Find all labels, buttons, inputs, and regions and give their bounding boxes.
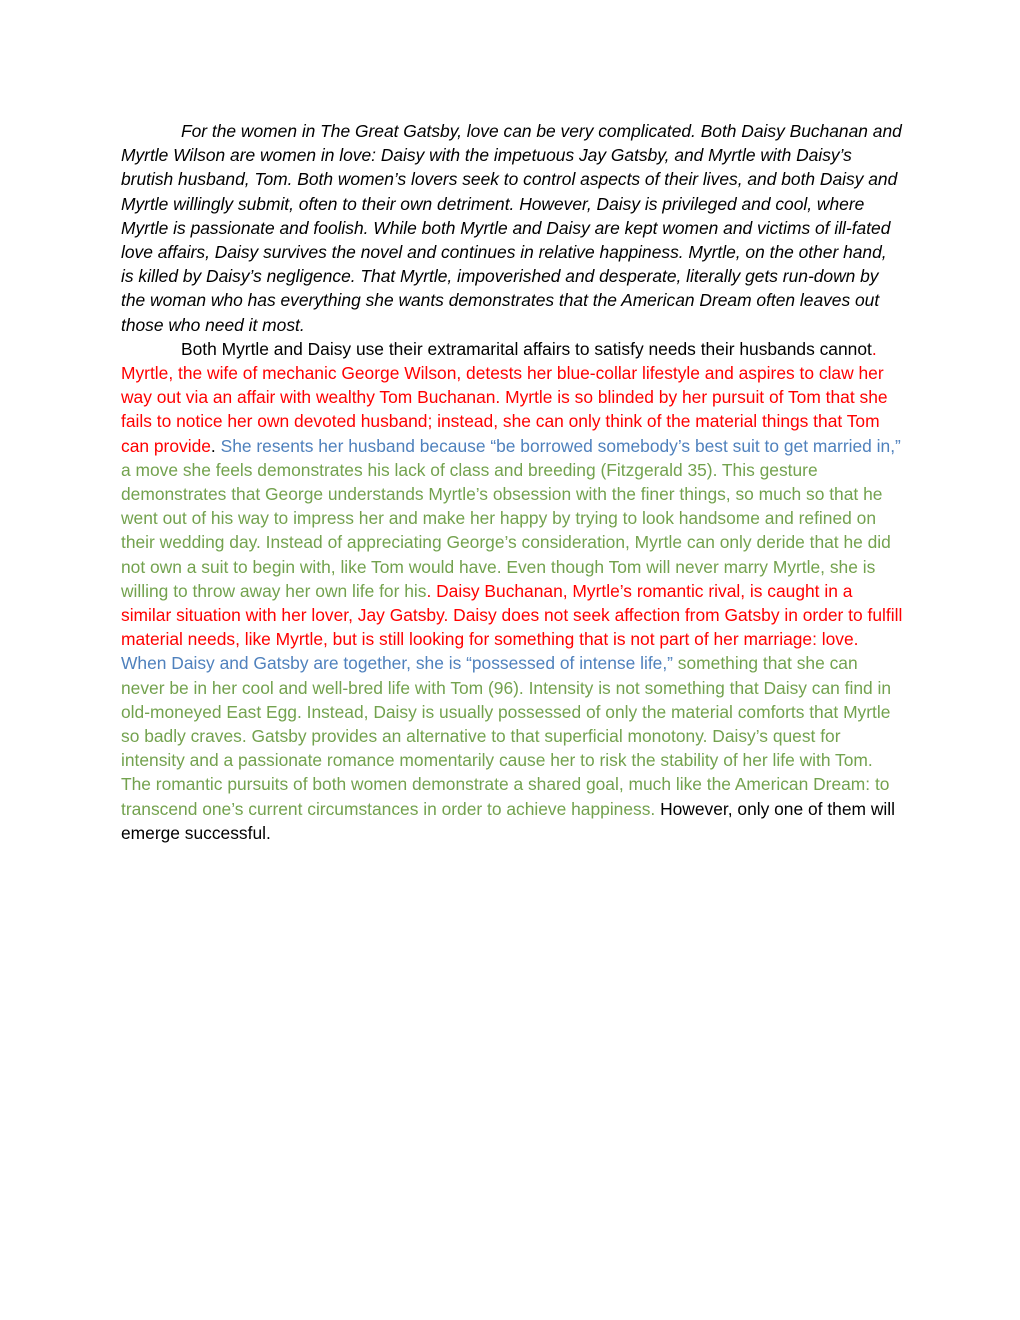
text-segment-green: something that she can never be in her cool and well-bred life with Tom (96). Intensity is not something that Daisy can find in old-moneyed East Egg. Instead, Daisy is usually possessed of only the material comforts that Myrtle so badly craves. Gatsby provides an alternative to that superficial monotony. Daisy’s quest for intensity and a passionate romance momentarily cause her to risk the stability of her life with Tom. The romantic pursuits of both women demonstrate a shared goal, much like the American Dream: to transcend one’s current circumstances in order to achieve happiness. [121, 653, 892, 819]
text-segment-black: . [210, 435, 221, 456]
text-segment-black: However, only one of them will emerge successful. [121, 798, 895, 843]
text-segment-blue: She resents her husband because “be borrowed somebody’s best suit to get married in,” [220, 435, 901, 456]
text-segment-blue: When Daisy and Gatsby are together, she is “possessed of intense life,” [121, 653, 673, 674]
paragraph-body [121, 337, 903, 845]
paragraph-intro: For the women in The Great Gatsby, love can be very complicated. Both Daisy Buchanan and Myrtle Wilson are women in love: Daisy with the impetuous Jay Gatsby, and Myrtle with Daisy’s brutish husband, Tom. Both women’s lovers seek to control aspects of their lives, and both Daisy and Myrtle willingly submit, often to their own detriment. However, Daisy is privileged and cool, where Myrtle is passionate and foolish. While both Myrtle and Daisy are kept women and victims of ill-fated love affairs, Daisy survives the novel and continues in relative happiness. Myrtle, on the other hand, is killed by Daisy’s negligence. That Myrtle, impoverished and desperate, literally gets run-down by the woman who has everything she wants demonstrates that the American Dream often leaves out those who need it most. [121, 121, 902, 335]
text-segment-red: . Myrtle, the wife of mechanic George Wilson, detests her blue-collar lifestyle and aspires to claw her way out via an affair with wealthy Tom Buchanan. Myrtle is so blinded by her pursuit of Tom that she fails to notice her own devoted husband; instead, she can only think of the material things that Tom can provide [121, 338, 888, 456]
document-page [121, 119, 903, 845]
text-segment-green: a move she feels demonstrates his lack of class and breeding (Fitzgerald 35). This gesture demonstrates that George understands Myrtle’s obsession with the finer things, so much so that he went out of his way to impress her and make her happy by trying to look handsome and refined on their wedding day. Instead of appreciating George’s consideration, Myrtle can only deride that he did not own a suit to begin with, like Tom would have. Even though Tom will never marry Myrtle, she is willing to throw away her own life for his [121, 459, 891, 601]
text-segment-black: Both Myrtle and Daisy use their extramarital affairs to satisfy needs their husbands cannot [181, 338, 872, 359]
text-segment-red: . Daisy Buchanan, Myrtle’s romantic rival, is caught in a similar situation with her lover, Jay Gatsby. Daisy does not seek affection from Gatsby in order to fulfill material needs, like Myrtle, but is still looking for something that is not part of her marriage: love. [121, 580, 903, 650]
